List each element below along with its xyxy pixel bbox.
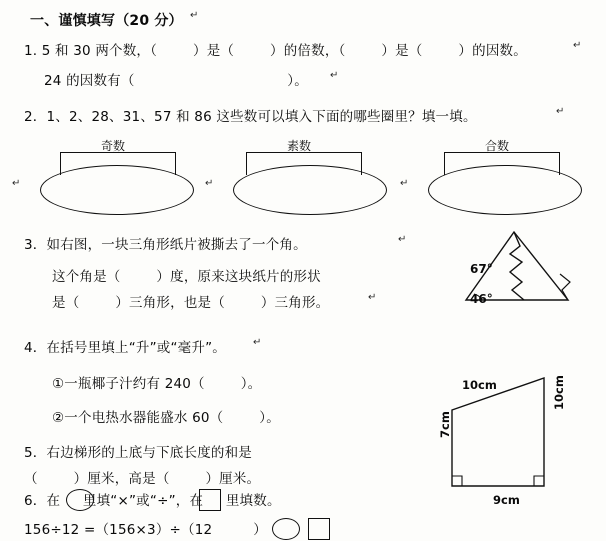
edit-mark-ovals-2: ↵ [205, 178, 214, 189]
oval-label-prime: 素数 [287, 139, 312, 153]
edit-mark-q4a: ↵ [253, 337, 262, 348]
question-5-line-1: 5．右边梯形的上底与下底长度的和是 [24, 445, 252, 461]
question-6-line-2: 156÷12 =（156×3）÷（12 ） [24, 522, 267, 538]
question-3-line-2: 这个角是（ ）度，原来这块纸片的形状 [52, 269, 321, 285]
question-4-line-1: 4．在括号里填上“升”或“毫升”。 [24, 340, 226, 356]
question-2-line-1: 2．1、2、28、31、57 和 86 这些数可以填入下面的哪些圈里？填一填。 [24, 109, 477, 125]
dim-right-10cm: 10cm [552, 375, 566, 410]
oval-label-odd: 奇数 [101, 139, 126, 153]
edit-mark-q2: ↵ [556, 106, 565, 117]
section-title: 一、谨慎填写（20 分） [30, 13, 183, 29]
question-1-line-1: 1. 5 和 30 两个数，（ ）是（ ）的倍数，（ ）是（ ）的因数。 [24, 43, 527, 59]
edit-mark-ovals-3: ↵ [400, 178, 409, 189]
edit-mark-q1a: ↵ [573, 40, 582, 51]
question-6-line-1: 6．在 里填“×”或“÷”，在 里填数。 [24, 493, 281, 509]
angle-label-67: 67° [470, 262, 493, 276]
number-box-q6[interactable] [199, 489, 221, 511]
edit-mark-q3c: ↵ [368, 292, 377, 303]
dim-left-7cm: 7cm [438, 411, 452, 438]
operator-circle-q6b[interactable] [272, 518, 300, 540]
number-box-q6b[interactable] [308, 518, 330, 540]
edit-mark-ovals: ↵ [12, 178, 21, 189]
question-3-line-1: 3．如右图，一块三角形纸片被撕去了一个角。 [24, 237, 307, 253]
question-4-line-2: ①一瓶椰子汁约有 240（ ）。 [52, 376, 262, 392]
angle-label-46: 46° [470, 292, 493, 306]
question-4-line-3: ②一个电热水器能盛水 60（ ）。 [52, 410, 280, 426]
oval-prime[interactable] [233, 165, 387, 215]
question-1-line-2: 24 的因数有（ ）。 [44, 73, 308, 89]
dim-bottom-9cm: 9cm [493, 493, 520, 507]
edit-mark-title: ↵ [190, 10, 199, 21]
oval-composite[interactable] [428, 165, 582, 215]
dim-top-10cm: 10cm [462, 378, 497, 392]
edit-mark-q3a: ↵ [398, 234, 407, 245]
question-5-line-2: （ ）厘米，高是（ ）厘米。 [24, 471, 261, 487]
oval-label-composite: 合数 [485, 139, 510, 153]
operator-circle-q6[interactable] [66, 489, 94, 511]
oval-odd[interactable] [40, 165, 194, 215]
edit-mark-q1b: ↵ [330, 70, 339, 81]
question-3-line-3: 是（ ）三角形，也是（ ）三角形。 [52, 295, 330, 311]
